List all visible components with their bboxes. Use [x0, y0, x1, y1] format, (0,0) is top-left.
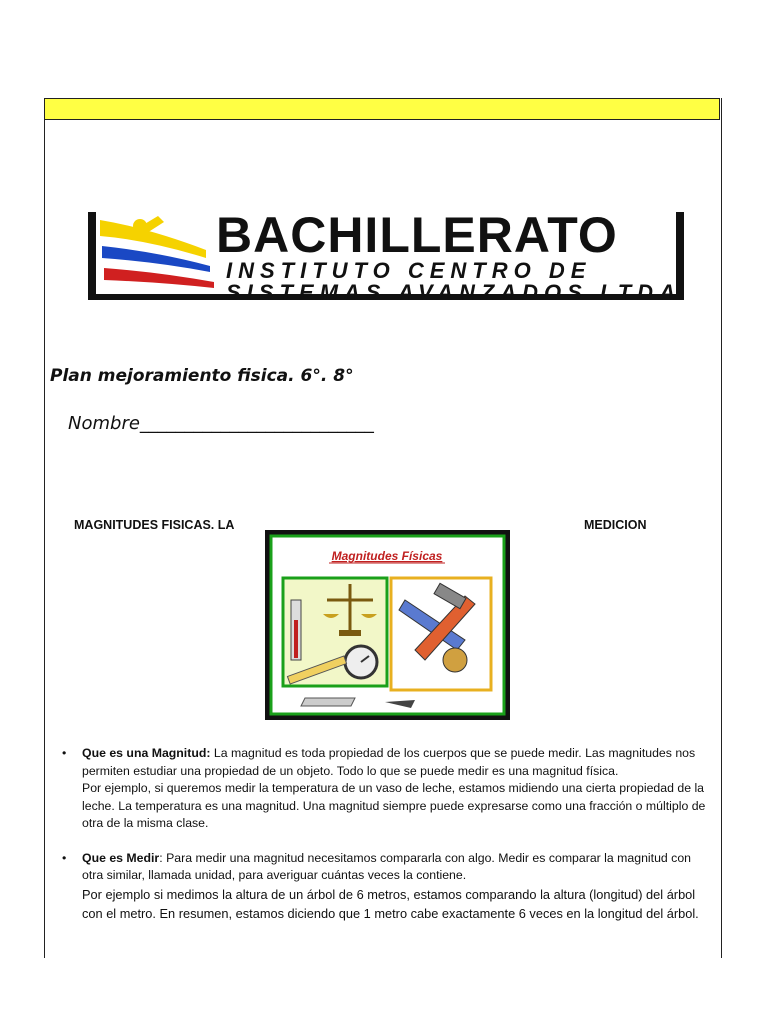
example-medir: Por ejemplo si medimos la altura de un árbol de 6 metros, estamos comparando la altura (longitud) del árbol con el metro. En resumen, estamos diciendo que 1 metro cabe exactamente 6 veces en la longitud del árbol. — [82, 886, 699, 921]
term-magnitud: Que es una Magnitud: — [82, 746, 211, 760]
logo-subtitle-1: INSTITUTO CENTRO DE — [226, 258, 592, 283]
content-list — [60, 745, 715, 940]
example-magnitud: Por ejemplo, si queremos medir la temperatura de un vaso de leche, estamos midiendo una cierta propiedad de la leche. La temperatura es una magnitud. Una magnitud siempre puede expresarse como una fracción o múltiplo de otra de la misma clase. — [82, 781, 706, 830]
definition-magnitud: La magnitud es toda propiedad de los cuerpos que se puede medir. Las magnitudes nos permiten estudiar una propiedad de un objeto. Todo lo que se puede medir es una magnitud física. — [82, 746, 696, 778]
name-field[interactable]: Nombre__________________________ — [68, 413, 374, 434]
list-item — [60, 745, 715, 833]
page-title: Plan mejoramiento fisica. 6°. 8° — [50, 366, 354, 386]
figure-caption: Magnitudes Físicas — [331, 549, 443, 563]
school-logo — [88, 207, 684, 305]
magnitudes-illustration — [265, 530, 510, 720]
definition-medir: : Para medir una magnitud necesitamos compararla con algo. Medir es comparar la magnitud con otra similar, llamada unidad, para averiguar cuántas veces la contiene. — [82, 850, 691, 882]
logo-subtitle-2: SISTEMAS AVANZADOS LTDA — [226, 280, 681, 305]
bullet-icon: • — [62, 746, 67, 760]
header-band — [44, 98, 720, 120]
section-heading-left: MAGNITUDES FISICAS. LA — [74, 518, 235, 532]
term-medir: Que es Medir — [82, 850, 160, 865]
section-heading-right: MEDICION — [584, 518, 647, 532]
list-item — [60, 850, 715, 923]
bullet-icon: • — [62, 850, 67, 865]
logo-word: BACHILLERATO — [216, 207, 618, 263]
